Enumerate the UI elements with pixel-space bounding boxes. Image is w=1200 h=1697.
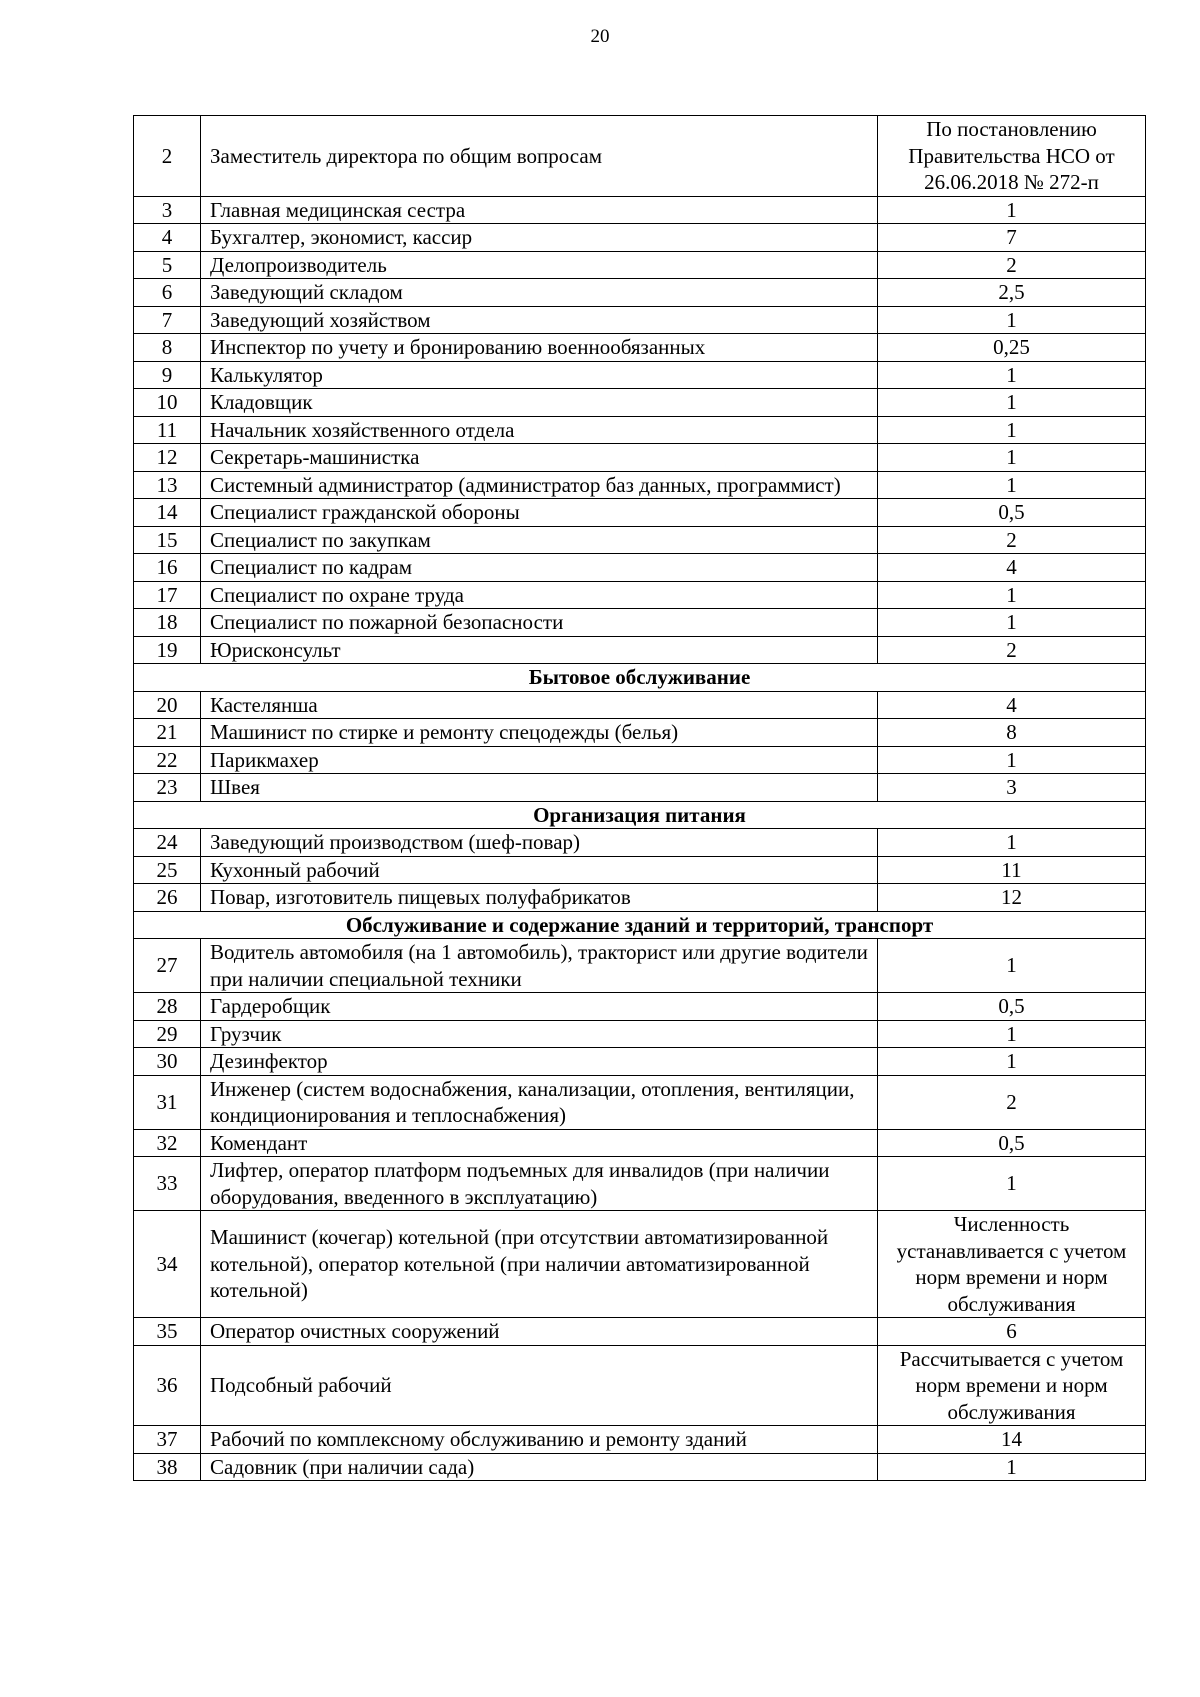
row-number: 15: [134, 526, 201, 554]
table-row: [134, 306, 1146, 334]
staff-count: 1: [878, 1453, 1146, 1481]
table-row: [134, 691, 1146, 719]
staff-count: 1: [878, 389, 1146, 417]
row-number: 9: [134, 361, 201, 389]
position-name: Швея: [201, 774, 878, 802]
row-number: 20: [134, 691, 201, 719]
row-number: 28: [134, 993, 201, 1021]
staff-count: 2: [878, 251, 1146, 279]
row-number: 32: [134, 1129, 201, 1157]
position-name: Калькулятор: [201, 361, 878, 389]
row-number: 30: [134, 1048, 201, 1076]
row-number: 5: [134, 251, 201, 279]
position-name: Заместитель директора по общим вопросам: [201, 116, 878, 197]
staff-count: 4: [878, 554, 1146, 582]
section-title: Бытовое обслуживание: [134, 664, 1146, 692]
staffing-table-body: [134, 116, 1146, 1481]
table-row: [134, 1048, 1146, 1076]
section-title: Организация питания: [134, 801, 1146, 829]
table-row: [134, 196, 1146, 224]
table-row: [134, 1426, 1146, 1454]
staff-count: 7: [878, 224, 1146, 252]
table-row: [134, 1345, 1146, 1426]
position-name: Секретарь-машинистка: [201, 444, 878, 472]
staff-count: 12: [878, 884, 1146, 912]
position-name: Заведующий хозяйством: [201, 306, 878, 334]
table-row: [134, 636, 1146, 664]
staff-count: 8: [878, 719, 1146, 747]
table-row: [134, 1157, 1146, 1211]
table-row: [134, 116, 1146, 197]
table-row: [134, 1318, 1146, 1346]
position-name: Машинист по стирке и ремонту спецодежды (белья): [201, 719, 878, 747]
position-name: Садовник (при наличии сада): [201, 1453, 878, 1481]
table-row: [134, 993, 1146, 1021]
table-row: [134, 416, 1146, 444]
position-name: Специалист по кадрам: [201, 554, 878, 582]
row-number: 24: [134, 829, 201, 857]
table-row: [134, 884, 1146, 912]
staff-count: Рассчитывается с учетом норм времени и норм обслуживания: [878, 1345, 1146, 1426]
staff-count: 2,5: [878, 279, 1146, 307]
row-number: 14: [134, 499, 201, 527]
row-number: 38: [134, 1453, 201, 1481]
position-name: Подсобный рабочий: [201, 1345, 878, 1426]
position-name: Грузчик: [201, 1020, 878, 1048]
row-number: 6: [134, 279, 201, 307]
staff-count: 3: [878, 774, 1146, 802]
row-number: 8: [134, 334, 201, 362]
row-number: 13: [134, 471, 201, 499]
staffing-table: [133, 115, 1146, 1481]
position-name: Машинист (кочегар) котельной (при отсутствии автоматизированной котельной), оператор котельной (при наличии автоматизированной котельной): [201, 1211, 878, 1318]
position-name: Комендант: [201, 1129, 878, 1157]
section-header-row: [134, 664, 1146, 692]
row-number: 2: [134, 116, 201, 197]
table-row: [134, 746, 1146, 774]
row-number: 21: [134, 719, 201, 747]
staff-count: 1: [878, 361, 1146, 389]
row-number: 17: [134, 581, 201, 609]
row-number: 33: [134, 1157, 201, 1211]
staff-count: 0,5: [878, 993, 1146, 1021]
position-name: Делопроизводитель: [201, 251, 878, 279]
row-number: 26: [134, 884, 201, 912]
row-number: 23: [134, 774, 201, 802]
row-number: 19: [134, 636, 201, 664]
staff-count: 1: [878, 1157, 1146, 1211]
row-number: 31: [134, 1075, 201, 1129]
position-name: Юрисконсульт: [201, 636, 878, 664]
page-number: 20: [590, 26, 610, 47]
table-row: [134, 829, 1146, 857]
table-row: [134, 1453, 1146, 1481]
position-name: Специалист гражданской обороны: [201, 499, 878, 527]
row-number: 16: [134, 554, 201, 582]
position-name: Лифтер, оператор платформ подъемных для инвалидов (при наличии оборудования, введенного в эксплуатацию): [201, 1157, 878, 1211]
staff-count: Численность устанавливается с учетом норм времени и норм обслуживания: [878, 1211, 1146, 1318]
staff-count: 2: [878, 526, 1146, 554]
table-row: [134, 499, 1146, 527]
staff-count: По постановлению Правительства НСО от 26.06.2018 № 272-п: [878, 116, 1146, 197]
position-name: Кухонный рабочий: [201, 856, 878, 884]
staff-count: 0,5: [878, 1129, 1146, 1157]
position-name: Начальник хозяйственного отдела: [201, 416, 878, 444]
table-row: [134, 939, 1146, 993]
row-number: 27: [134, 939, 201, 993]
staff-count: 1: [878, 1048, 1146, 1076]
staff-count: 1: [878, 444, 1146, 472]
staff-count: 1: [878, 829, 1146, 857]
position-name: Главная медицинская сестра: [201, 196, 878, 224]
row-number: 10: [134, 389, 201, 417]
row-number: 35: [134, 1318, 201, 1346]
staff-count: 1: [878, 416, 1146, 444]
staff-count: 1: [878, 746, 1146, 774]
position-name: Заведующий складом: [201, 279, 878, 307]
position-name: Парикмахер: [201, 746, 878, 774]
table-row: [134, 224, 1146, 252]
table-row: [134, 581, 1146, 609]
position-name: Гардеробщик: [201, 993, 878, 1021]
row-number: 18: [134, 609, 201, 637]
table-row: [134, 719, 1146, 747]
staff-count: 1: [878, 581, 1146, 609]
table-row: [134, 1129, 1146, 1157]
staff-count: 11: [878, 856, 1146, 884]
position-name: Специалист по охране труда: [201, 581, 878, 609]
row-number: 37: [134, 1426, 201, 1454]
row-number: 3: [134, 196, 201, 224]
table-row: [134, 444, 1146, 472]
table-row: [134, 251, 1146, 279]
table-row: [134, 1075, 1146, 1129]
table-row: [134, 389, 1146, 417]
position-name: Оператор очистных сооружений: [201, 1318, 878, 1346]
position-name: Заведующий производством (шеф-повар): [201, 829, 878, 857]
section-title: Обслуживание и содержание зданий и территорий, транспорт: [134, 911, 1146, 939]
section-header-row: [134, 801, 1146, 829]
table-row: [134, 1211, 1146, 1318]
position-name: Бухгалтер, экономист, кассир: [201, 224, 878, 252]
table-row: [134, 856, 1146, 884]
position-name: Специалист по закупкам: [201, 526, 878, 554]
position-name: Дезинфектор: [201, 1048, 878, 1076]
table-row: [134, 361, 1146, 389]
position-name: Инспектор по учету и бронированию военнообязанных: [201, 334, 878, 362]
staff-count: 2: [878, 636, 1146, 664]
row-number: 11: [134, 416, 201, 444]
staff-count: 4: [878, 691, 1146, 719]
position-name: Повар, изготовитель пищевых полуфабрикатов: [201, 884, 878, 912]
staff-count: 14: [878, 1426, 1146, 1454]
row-number: 4: [134, 224, 201, 252]
position-name: Рабочий по комплексному обслуживанию и ремонту зданий: [201, 1426, 878, 1454]
table-row: [134, 774, 1146, 802]
staff-count: 1: [878, 196, 1146, 224]
staff-count: 1: [878, 471, 1146, 499]
staff-count: 1: [878, 1020, 1146, 1048]
row-number: 34: [134, 1211, 201, 1318]
position-name: Системный администратор (администратор баз данных, программист): [201, 471, 878, 499]
table-row: [134, 279, 1146, 307]
position-name: Водитель автомобиля (на 1 автомобиль), тракторист или другие водители при наличии специальной техники: [201, 939, 878, 993]
staff-count: 0,5: [878, 499, 1146, 527]
staff-count: 1: [878, 939, 1146, 993]
position-name: Кастелянша: [201, 691, 878, 719]
staff-count: 1: [878, 609, 1146, 637]
table-row: [134, 554, 1146, 582]
table-row: [134, 334, 1146, 362]
table-row: [134, 471, 1146, 499]
table-row: [134, 1020, 1146, 1048]
staff-count: 0,25: [878, 334, 1146, 362]
row-number: 7: [134, 306, 201, 334]
row-number: 29: [134, 1020, 201, 1048]
row-number: 36: [134, 1345, 201, 1426]
section-header-row: [134, 911, 1146, 939]
staff-count: 1: [878, 306, 1146, 334]
position-name: Кладовщик: [201, 389, 878, 417]
position-name: Специалист по пожарной безопасности: [201, 609, 878, 637]
staff-count: 2: [878, 1075, 1146, 1129]
staff-count: 6: [878, 1318, 1146, 1346]
table-row: [134, 609, 1146, 637]
row-number: 22: [134, 746, 201, 774]
table-row: [134, 526, 1146, 554]
position-name: Инженер (систем водоснабжения, канализации, отопления, вентиляции, кондиционирования и теплоснабжения): [201, 1075, 878, 1129]
row-number: 12: [134, 444, 201, 472]
row-number: 25: [134, 856, 201, 884]
